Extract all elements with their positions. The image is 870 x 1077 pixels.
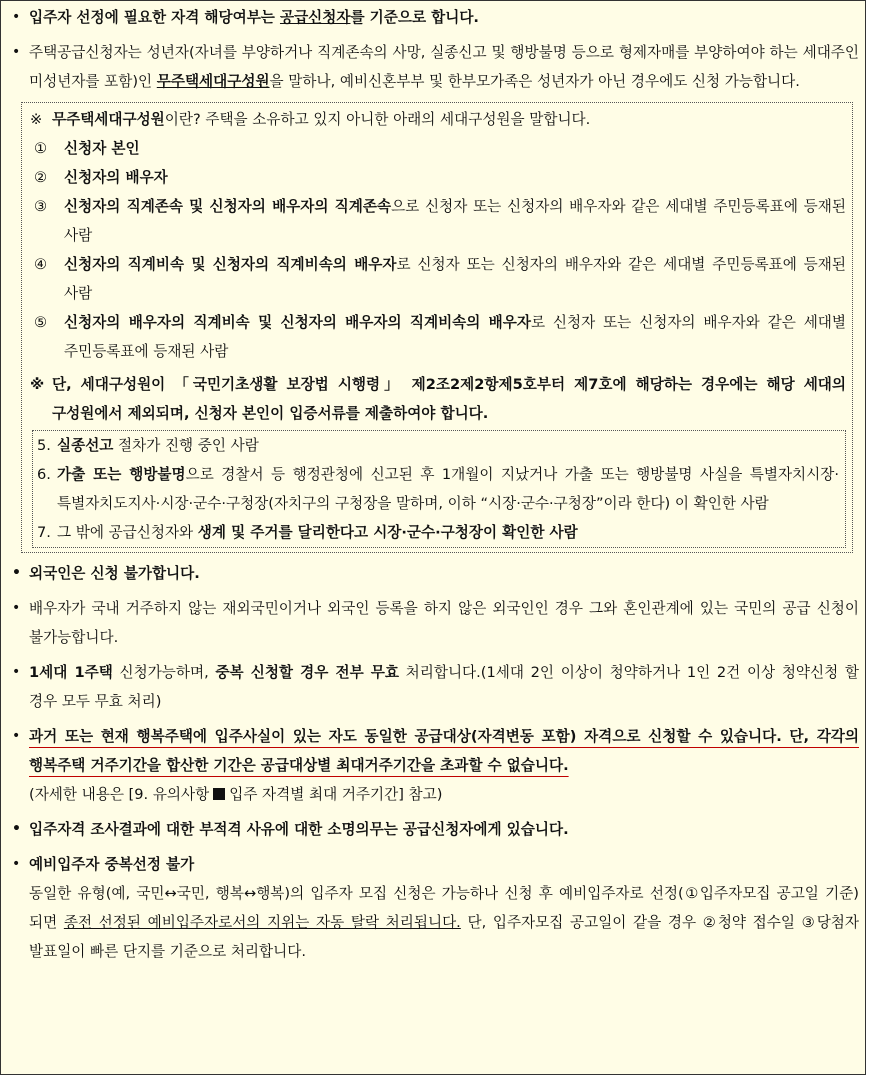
- text: 을 말하나, 예비신혼부부 및 한부모가족은 성년자가 아닌 경우에도 신청 가능합니다.: [269, 73, 800, 90]
- exception-case: [37, 431, 839, 460]
- exception-case: [37, 460, 839, 518]
- item-number: ①: [34, 140, 48, 157]
- text: 단, 세대구성원이 「국민기초생활 보장법 시행령」 제2조2제2항제5호부터 제7호에 해당하는 경우에는 해당 세대의 구성원에서 제외되며, 신청자 본인이 입증서류를 제출하여야 합니다.: [52, 376, 846, 422]
- text: 그 밖에 공급신청자와: [57, 524, 198, 541]
- reference-mark: ※: [30, 111, 43, 128]
- text: 신청자의 직계존속 및 신청자의 배우자의 직계존속: [64, 198, 392, 215]
- reference-mark: ※: [30, 376, 45, 393]
- member-item: [34, 134, 846, 163]
- case-number: 6.: [37, 466, 51, 483]
- text: 주택공급신청자는 성년자(자녀를 부양하거나 직계존속의 사망, 실종신고 및 행방불명 등으로 형제자매를 부양하여야 하는 세대주인 미성년자를 포함)인: [29, 44, 859, 90]
- text: 신청자의 배우자의 직계비속 및 신청자의 배우자의 직계비속의 배우자: [64, 314, 531, 331]
- applicant-emphasis: 공급신청자: [279, 9, 351, 26]
- text: 입주자 선정에 필요한 자격 해당여부는: [29, 9, 280, 26]
- text: 절차가 진행 중인 사람: [113, 437, 259, 454]
- text: 신청자의 직계비속 및 신청자의 직계비속의 배우자: [64, 256, 397, 273]
- item-number: ②: [34, 169, 48, 186]
- text: 입주 자격별 최대 거주기간] 참고): [229, 786, 443, 803]
- member-item: [34, 250, 846, 308]
- exception-cases-box: [32, 430, 846, 548]
- member-item: [34, 192, 846, 250]
- text: 생계 및 주거를 달리한다고 시장·군수·구청장이 확인한 사람: [197, 524, 578, 541]
- text: 종전 선정된 예비입주자로서의 지위는 자동 탈락 처리됩니다.: [63, 914, 461, 931]
- text: 실종선고: [57, 437, 114, 454]
- bullet-foreigner: • 외국인은 신청 불가합니다.: [7, 559, 859, 588]
- text: 가출 또는 행방불명: [57, 466, 186, 483]
- text: 처리합니다.(1세대 2인 이상이 청약하거나 1인 2건 이상 청약신청 할 경우 모두 무효 처리): [29, 664, 860, 710]
- section-title: • 예비입주자 중복선정 불가: [29, 856, 195, 873]
- member-item: [34, 163, 846, 192]
- text: 이란? 주택을 소유하고 있지 아니한 아래의 세대구성원을 말합니다.: [164, 111, 591, 128]
- bullet-explanation-duty: • 입주자격 조사결과에 대한 부적격 사유에 대한 소명의무는 공급신청자에게 있습니다.: [7, 815, 859, 844]
- text: 신청자의 배우자: [64, 169, 168, 186]
- item-number: ③: [34, 198, 48, 215]
- text: 로 신청자 또는 신청자의 배우자와 같은 세대별 주민등록표에 등재된 사람: [64, 314, 846, 360]
- exception-case: [37, 518, 839, 547]
- text: 를 기준으로 합니다.: [350, 9, 479, 26]
- exception-note: [30, 370, 846, 428]
- text: 중복 신청할 경우 전부 무효: [215, 664, 399, 681]
- text: 로 신청자 또는 신청자의 배우자와 같은 세대별 주민등록표에 등재된 사람: [64, 256, 846, 302]
- bullet-past-resident: [7, 722, 859, 809]
- member-item: [34, 308, 846, 366]
- text: 으로 경찰서 등 행정관청에 신고된 후 1개월이 지났거나 가출 또는 행방불명 사실을 특별자치시장·특별자치도지사·시장·군수·구청장(자치구의 구청장을 말하며, 이하 “시장·군수·구청장”이라 한다) 이 확인한 사람: [57, 466, 839, 512]
- text: (자세한 내용은 [9. 유의사항: [29, 786, 210, 803]
- section-body: [29, 879, 859, 966]
- case-number: 7.: [37, 524, 51, 541]
- bullet-reserve-duplicate: [7, 850, 859, 966]
- definition-intro: [30, 105, 846, 134]
- text: 신청가능하며,: [112, 664, 216, 681]
- bullet-one-house: [7, 658, 859, 716]
- bullet-applicant-definition: [7, 38, 859, 96]
- text: 단, 입주자모집 공고일이 같을 경우 ②청약 접수일 ③당첨자 발표일이 빠른 단지를 기준으로 처리합니다.: [29, 914, 859, 960]
- square-bullet-icon: [213, 788, 225, 800]
- text: 과거 또는 현재 행복주택에 입주사실이 있는 자도 동일한 공급대상(자격변동 포함) 자격으로 신청할 수 있습니다. 단, 각각의 행복주택 거주기간을 합산한 기간은 공급대상별 최대거주기간을 초과할 수 없습니다.: [29, 728, 859, 774]
- item-number: ④: [34, 256, 48, 273]
- bullet-eligibility-basis: [7, 3, 859, 32]
- item-number: ⑤: [34, 314, 48, 331]
- household-member-emphasis: 무주택세대구성원: [156, 73, 270, 90]
- text: 신청자 본인: [64, 140, 140, 157]
- bullet-spouse-abroad: • 배우자가 국내 거주하지 않는 재외국민이거나 외국인 등록을 하지 않은 외국인인 경우 그와 혼인관계에 있는 국민의 공급 신청이 불가능합니다.: [7, 594, 859, 652]
- text: 1세대 1주택: [29, 664, 113, 681]
- text: 동일한 유형(예, 국민↔국민, 행복↔행복)의 입주자 모집 신청은 가능하나 신청 후 예비입주자로 선정(①입주자모집 공고일 기준)되면: [29, 885, 859, 931]
- text: 무주택세대구성원: [52, 111, 165, 128]
- text: 으로 신청자 또는 신청자의 배우자와 같은 세대별 주민등록표에 등재된 사람: [64, 198, 846, 244]
- case-number: 5.: [37, 437, 51, 454]
- household-member-definition-box: [21, 102, 853, 553]
